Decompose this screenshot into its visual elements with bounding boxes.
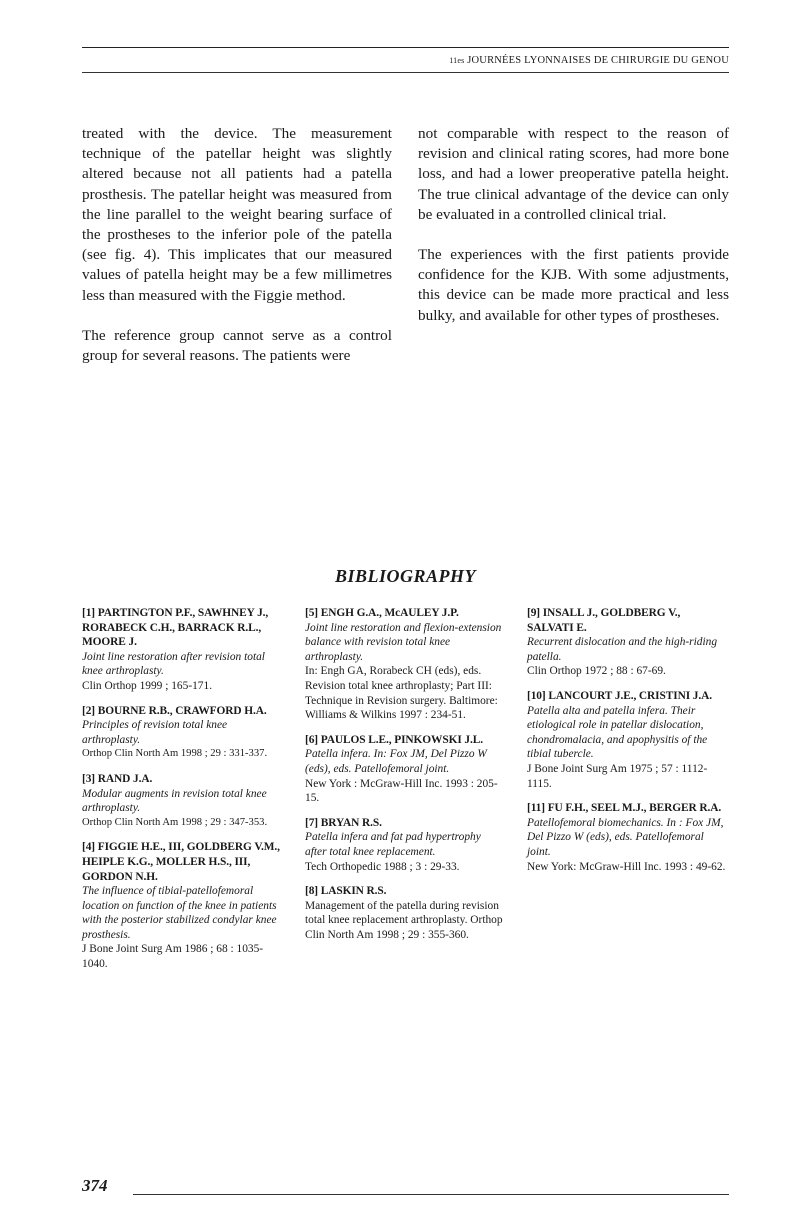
reference-source: J Bone Joint Surg Am 1975 ; 57 : 1112-1115.: [527, 762, 708, 790]
bibliography-heading: BIBLIOGRAPHY: [334, 566, 477, 586]
running-header: [82, 55, 729, 66]
reference-item: [82, 772, 282, 830]
reference-authors: [9] INSALL J., GOLDBERG V., SALVATI E.: [527, 607, 681, 634]
reference-source: Orthop Clin North Am 1998 ; 29 : 347-353.: [82, 816, 268, 828]
reference-column-1: [82, 606, 282, 982]
reference-authors: [11] FU F.H., SEEL M.J., BERGER R.A.: [527, 802, 722, 815]
reference-item: [527, 801, 729, 874]
reference-item: [527, 689, 729, 791]
reference-title: The influence of tibial-patellofemoral location on function of the knee in patients with the posterior stabilized condylar knee prosthesis.: [82, 885, 277, 941]
paragraph: The reference group cannot serve as a control group for several reasons. The patients were: [82, 326, 392, 365]
reference-title: Principles of revision total knee arthroplasty.: [82, 719, 228, 746]
reference-source: Clin Orthop 1999 ; 165-171.: [82, 679, 213, 692]
reference-authors: [4] FIGGIE H.E., III, GOLDBERG V.M., HEIPLE K.G., MOLLER H.S., III, GORDON N.H.: [82, 841, 280, 883]
reference-source: Management of the patella during revision total knee replacement arthroplasty. Orthop Clin North Am 1998 ; 29 : 355-360.: [305, 899, 503, 941]
reference-item: [305, 606, 505, 723]
header-rule: [82, 72, 729, 73]
reference-title: Patella alta and patella infera. Their etiological role in patellar dislocation, chondromalacia, and apophysitis of the tibial tubercle.: [527, 704, 708, 761]
reference-authors: [1] PARTINGTON P.F., SAWHNEY J., RORABECK C.H., BARRACK R.L., MOORE J.: [82, 607, 269, 649]
reference-column-3: [527, 606, 729, 884]
footer-rule: [133, 1194, 729, 1195]
reference-authors: [6] PAULOS L.E., PINKOWSKI J.L.: [305, 733, 484, 746]
reference-title: Recurrent dislocation and the high-riding patella.: [527, 636, 718, 663]
reference-authors: [5] ENGH G.A., McAULEY J.P.: [305, 607, 459, 619]
reference-item: [305, 816, 505, 874]
reference-title: Patella infera. In: Fox JM, Del Pizzo W (eds), eds. Patellofemoral joint.: [305, 748, 487, 775]
header-edition: 11es: [449, 56, 465, 65]
reference-authors: [10] LANCOURT J.E., CRISTINI J.A.: [527, 689, 713, 702]
reference-title: Joint line restoration after revision total knee arthroplasty.: [82, 650, 265, 678]
reference-authors: [7] BRYAN R.S.: [305, 816, 382, 829]
paragraph: The experiences with the first patients provide confidence for the KJB. With some adjustments, this device can be made more practical and less bulky, and available for other types of prostheses.: [418, 246, 729, 324]
paragraph: treated with the device. The measurement technique of the patellar height was slightly altered because not all patients had a patella prosthesis. The patellar height was measured from the line parallel to the weight bearing surface of the prostheses to the inferior pole of the patella (see fig. 4). This implicates that our measured values of patella height may be a few millimetres less than measured with the Figgie method.: [82, 125, 392, 304]
page-number: 374: [82, 1176, 108, 1195]
reference-item: [82, 704, 282, 762]
reference-source: Clin Orthop 1972 ; 88 : 67-69.: [527, 665, 666, 678]
reference-source: New York : McGraw-Hill Inc. 1993 : 205-15.: [305, 777, 498, 805]
reference-item: [305, 733, 505, 806]
reference-authors: [2] BOURNE R.B., CRAWFORD H.A.: [82, 704, 267, 717]
reference-item: [82, 606, 282, 694]
reference-item: [527, 606, 729, 679]
reference-source: Orthop Clin North Am 1998 ; 29 : 331-337.: [82, 748, 268, 760]
reference-column-2: [305, 606, 505, 952]
body-column-left: [82, 124, 392, 386]
reference-source: J Bone Joint Surg Am 1986 ; 68 : 1035-1040.: [82, 943, 264, 971]
reference-item: [82, 840, 282, 971]
header-title: JOURNÉES LYONNAISES DE CHIRURGIE DU GENOU: [467, 55, 729, 66]
reference-authors: [3] RAND J.A.: [82, 772, 153, 785]
reference-item: [305, 884, 505, 942]
reference-title: Joint line restoration and flexion-extension balance with revision total knee arthroplasty.: [305, 621, 502, 663]
reference-title: Patellofemoral biomechanics. In : Fox JM, Del Pizzo W (eds), eds. Patellofemoral joint.: [527, 816, 724, 858]
body-column-right: [418, 124, 729, 346]
top-rule: [82, 47, 729, 48]
reference-source: New York: McGraw-Hill Inc. 1993 : 49-62.: [527, 860, 726, 873]
reference-title: Patella infera and fat pad hypertrophy after total knee replacement.: [305, 831, 481, 858]
paragraph: not comparable with respect to the reason of revision and clinical rating scores, had more bone loss, and had a lower preoperative patella height. The true clinical advantage of the device can only be evaluated in a controlled clinical trial.: [418, 125, 729, 223]
reference-source: In: Engh GA, Rorabeck CH (eds), eds. Revision total knee arthroplasty; Part III: Technique in Revision surgery. Baltimore: Williams & Wilkins 1997 : 234-51.: [305, 665, 498, 722]
reference-source: Tech Orthopedic 1988 ; 3 : 29-33.: [305, 860, 460, 873]
reference-authors: [8] LASKIN R.S.: [305, 885, 387, 898]
reference-title: Modular augments in revision total knee arthroplasty.: [82, 787, 267, 815]
